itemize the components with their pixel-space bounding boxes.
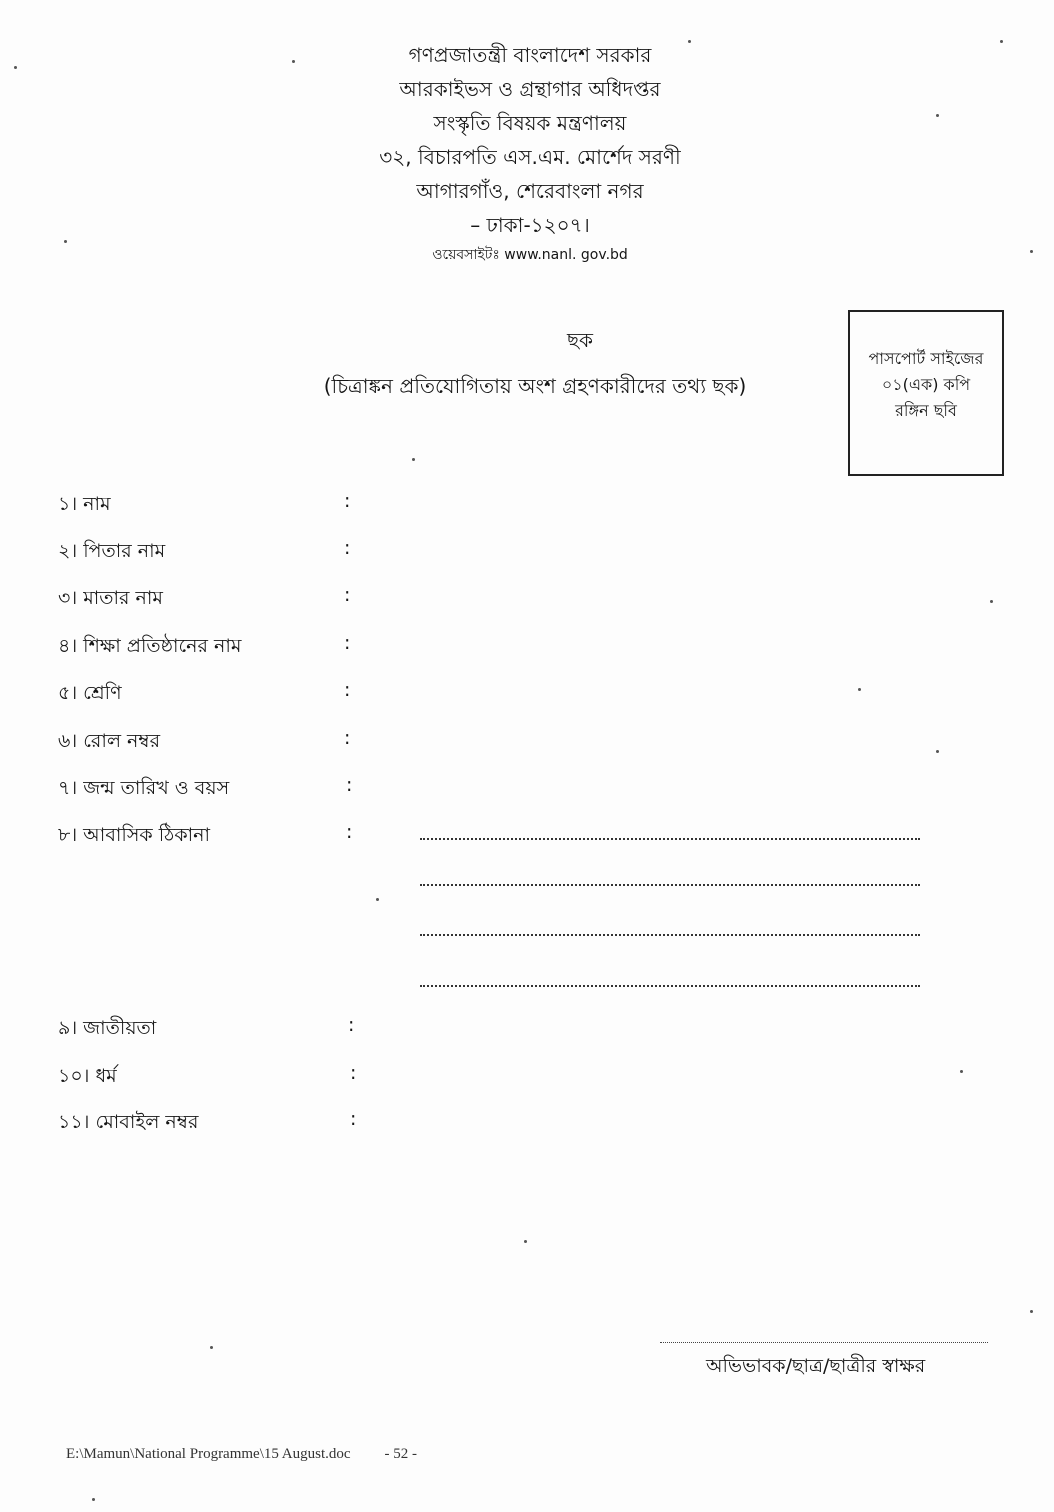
field-colon: :: [344, 537, 351, 559]
scan-speck: [936, 114, 939, 117]
field-label: ৭। জন্ম তারিখ ও বয়স: [58, 777, 230, 799]
scan-speck: [688, 40, 691, 43]
field-birth-date-age: [58, 774, 378, 804]
ministry-name: সংস্কৃতি বিষয়ক মন্ত্রণালয়: [433, 111, 627, 135]
scan-speck: [1000, 40, 1003, 43]
field-label: ১০। ধর্ম: [58, 1065, 117, 1087]
photo-placeholder-box: [848, 310, 1004, 476]
government-name: গণপ্রজাতন্ত্রী বাংলাদেশ সরকার: [408, 43, 652, 67]
field-colon: :: [350, 1108, 357, 1130]
address-city: – ঢাকা-১২০৭।: [470, 213, 590, 237]
photo-box-line-1: পাসপোর্ট সাইজের: [868, 349, 984, 368]
field-colon: :: [344, 584, 351, 606]
scan-speck: [64, 240, 67, 243]
field-colon: :: [344, 727, 351, 749]
field-label: ২। পিতার নাম: [58, 540, 166, 562]
scan-speck: [210, 1346, 213, 1349]
field-mother-name: [58, 584, 378, 614]
footer-file-path: E:\Mamun\National Programme\15 August.doc: [66, 1446, 351, 1462]
scan-speck: [1030, 1310, 1033, 1313]
field-father-name: [58, 537, 378, 567]
field-label: ৯। জাতীয়তা: [58, 1017, 157, 1039]
scan-speck: [990, 600, 993, 603]
field-label: ১। নাম: [58, 493, 111, 515]
address-street: ৩২, বিচারপতি এস.এম. মোর্শেদ সরণী: [379, 145, 681, 169]
field-colon: :: [346, 821, 353, 843]
scan-speck: [412, 458, 415, 461]
field-colon: :: [344, 490, 351, 512]
scan-speck: [292, 60, 295, 63]
field-name: [58, 490, 378, 520]
scan-speck: [858, 688, 861, 691]
letterhead: [300, 38, 760, 266]
field-religion: [58, 1062, 378, 1092]
field-mobile-number: [58, 1108, 378, 1138]
field-colon: :: [348, 1014, 355, 1036]
photo-box-line-2: ০১(এক) কপি: [881, 375, 971, 394]
scan-speck: [524, 1240, 527, 1243]
address-line-3[interactable]: [420, 934, 920, 936]
form-title: ছক: [566, 328, 594, 352]
address-line-2[interactable]: [420, 884, 920, 886]
scan-speck: [92, 1498, 95, 1501]
scan-speck: [376, 898, 379, 901]
scan-speck: [960, 1070, 963, 1073]
field-colon: :: [350, 1062, 357, 1084]
field-label: ৩। মাতার নাম: [58, 587, 163, 609]
signature-label: অভিভাবক/ছাত্র/ছাত্রীর স্বাক্ষর: [706, 1355, 926, 1377]
form-subtitle: (চিত্রাঙ্কন প্রতিযোগিতায় অংশ গ্রহণকারীদের তথ্য ছক): [323, 374, 747, 398]
field-label: ৮। আবাসিক ঠিকানা: [58, 824, 210, 846]
website-line: ওয়েবসাইটঃ www.nanl. gov.bd: [432, 247, 628, 263]
signature-line[interactable]: [660, 1342, 988, 1343]
field-nationality: [58, 1014, 378, 1044]
field-label: ৫। শ্রেণি: [58, 682, 122, 704]
department-name: আরকাইভস ও গ্রন্থাগার অধিদপ্তর: [399, 77, 661, 101]
field-colon: :: [344, 679, 351, 701]
photo-box-line-3: রঙ্গিন ছবি: [895, 401, 957, 420]
footer-page-number: - 52 -: [384, 1446, 418, 1462]
footer: [66, 1446, 417, 1463]
field-label: ৪। শিক্ষা প্রতিষ্ঠানের নাম: [58, 635, 242, 657]
field-class: [58, 679, 378, 709]
scan-speck: [1030, 250, 1033, 253]
scan-speck: [14, 66, 17, 69]
field-residential-address: [58, 821, 378, 851]
address-area: আগারগাঁও, শেরেবাংলা নগর: [416, 179, 644, 203]
field-roll-number: [58, 727, 378, 757]
field-label: ১১। মোবাইল নম্বর: [58, 1111, 199, 1133]
field-label: ৬। রোল নম্বর: [58, 730, 161, 752]
field-colon: :: [344, 632, 351, 654]
field-colon: :: [346, 774, 353, 796]
scan-speck: [936, 750, 939, 753]
field-institution-name: [58, 632, 378, 662]
address-line-4[interactable]: [420, 985, 920, 987]
address-line-1[interactable]: [420, 838, 920, 840]
